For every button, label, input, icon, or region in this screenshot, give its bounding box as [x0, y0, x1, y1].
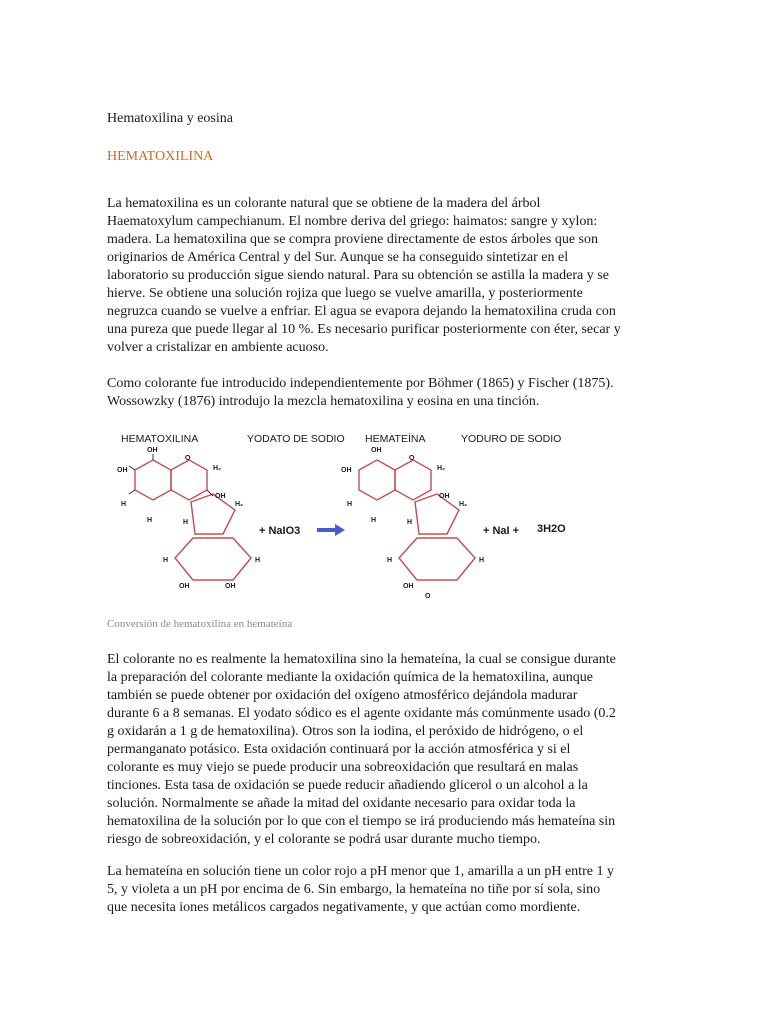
- text-line: El colorante no es realmente la hematoxilina sino la hemateína, la cual se consigue durante: [107, 652, 616, 667]
- text-line: que necesita iones metálicos cargados negativamente, y que actúan como mordiente.: [107, 900, 581, 915]
- svg-text:H: H: [479, 557, 485, 564]
- svg-text:O: O: [409, 455, 415, 462]
- text-line: Wossowzky (1876) introdujo la mezcla hematoxilina y eosina en una tinción.: [107, 394, 540, 409]
- text-line: permanganato potásico. Esta oxidación continuará por la acción atmosférica y si el: [107, 742, 571, 757]
- label-yoduro: YODURO DE SODIO: [461, 433, 562, 445]
- svg-text:OH: OH: [215, 493, 226, 500]
- text-line: una pureza que puede llegar al 10 %. Es necesario purificar posteriormente con éter, secar y: [107, 322, 621, 337]
- svg-text:OH: OH: [341, 467, 352, 474]
- svg-text:H₂: H₂: [437, 465, 446, 472]
- pentagon-ring: [191, 494, 235, 534]
- pyran-ring: [171, 460, 207, 500]
- label-hemateina: HEMATEÍNA: [365, 433, 426, 445]
- figure-caption: Conversión de hematoxilina en hemateína: [107, 618, 293, 630]
- label-hematoxilina: HEMATOXILINA: [121, 433, 199, 445]
- svg-text:H: H: [255, 557, 261, 564]
- svg-text:OH: OH: [117, 467, 128, 474]
- svg-text:OH: OH: [179, 583, 190, 590]
- text-line: negruzca cuando se vuelve a enfriar. El agua se evapora dejando la hematoxilina cruda con: [107, 304, 616, 319]
- text-line: hierve. Se obtiene una solución rojiza que luego se vuelve amarilla, y posteriormente: [107, 286, 583, 301]
- pyran-ring: [395, 460, 431, 500]
- water-text: 3H2O: [537, 523, 566, 535]
- label-yodato: YODATO DE SODIO: [247, 433, 345, 445]
- svg-text:O: O: [185, 455, 191, 462]
- hemateina-structure: [341, 447, 484, 600]
- svg-text:OH: OH: [147, 447, 158, 454]
- text-line: La hematoxilina es un colorante natural que se obtiene de la madera del árbol: [107, 196, 541, 211]
- paragraph-ph: [107, 863, 662, 917]
- svg-text:O: O: [425, 593, 431, 600]
- svg-text:OH: OH: [403, 583, 414, 590]
- svg-text:H₂: H₂: [213, 465, 222, 472]
- text-line: tinciones. Esta tasa de oxidación se puede reducir añadiendo glicerol o un alcohol a la: [107, 778, 588, 793]
- svg-text:H: H: [147, 517, 153, 524]
- svg-text:H: H: [163, 557, 169, 564]
- text-line: volver a cristalizar en ambiente acuoso.: [107, 340, 329, 355]
- svg-text:H₂: H₂: [235, 501, 244, 508]
- paragraph-oxidation: [107, 651, 662, 849]
- svg-text:OH: OH: [225, 583, 236, 590]
- svg-text:H₂: H₂: [459, 501, 468, 508]
- text-line: durante 6 a 8 semanas. El yodato sódico es el agente oxidante más comúnmente usado (0.2: [107, 706, 616, 721]
- text-line: Haematoxylum campechianum. El nombre deriva del griego: haimatos: sangre y xylon:: [107, 214, 598, 229]
- reaction-arrow: [317, 524, 345, 536]
- svg-text:H: H: [121, 501, 127, 508]
- svg-text:H: H: [371, 517, 377, 524]
- text-line: originarios de América Central y del Sur. Aunque se ha conseguido sintetizar en el: [107, 250, 569, 265]
- text-line: laboratorio su producción sigue siendo natural. Para su obtención se astilla la madera y se: [107, 268, 609, 283]
- text-line: madera. La hematoxilina que se compra proviene directamente de estos árboles que son: [107, 232, 598, 247]
- document-title: Hematoxilina y eosina: [107, 111, 233, 126]
- text-line: solución. Normalmente se añade la mitad del oxidante necesario para oxidar toda la: [107, 796, 576, 811]
- text-line: hematoxilina de la solución por lo que con el tiempo se irá produciendo más hemateína sin: [107, 814, 616, 829]
- pentagon-ring: [415, 494, 459, 534]
- svg-text:H: H: [407, 519, 413, 526]
- quinone-ring: [359, 460, 395, 500]
- svg-text:OH: OH: [439, 493, 450, 500]
- reaction-figure: [107, 426, 577, 611]
- paragraph-intro: [107, 195, 662, 357]
- text-line: g oxidarán a 1 g de hematoxilina). Otros son la iodina, el peróxido de hidrógeno, o el: [107, 724, 584, 739]
- paragraph-history: [107, 375, 662, 411]
- text-line: Como colorante fue introducido independientemente por Böhmer (1865) y Fischer (1875).: [107, 376, 614, 391]
- products-text: + NaI +: [483, 525, 520, 537]
- hematoxilina-structure: [117, 447, 260, 590]
- lower-ring: [175, 538, 251, 580]
- text-line: la preparación del colorante mediante la oxidación química de la hematoxilina, aunque: [107, 670, 593, 685]
- section-heading: HEMATOXILINA: [107, 149, 214, 164]
- benzene-ring: [135, 460, 171, 500]
- text-line: colorante es muy viejo se puede producir una sobreoxidación que resultará en malas: [107, 760, 579, 775]
- reagent-text: + NaIO3: [259, 525, 301, 537]
- svg-text:OH: OH: [371, 447, 382, 454]
- text-line: La hemateína en solución tiene un color rojo a pH menor que 1, amarilla a un pH entre 1 y: [107, 864, 614, 879]
- svg-text:H: H: [347, 501, 353, 508]
- svg-text:H: H: [387, 557, 393, 564]
- text-line: también se puede obtener por oxidación del oxígeno atmosférico dejándola madurar: [107, 688, 578, 703]
- reaction-diagram: [107, 426, 577, 611]
- text-line: 5, y violeta a un pH por encima de 6. Sin embargo, la hemateína no tiñe por sí sola, sino: [107, 882, 601, 897]
- lower-ring: [399, 538, 475, 580]
- text-line: riesgo de sobreoxidación, y el colorante se podrá usar durante mucho tiempo.: [107, 832, 541, 847]
- svg-text:H: H: [183, 519, 189, 526]
